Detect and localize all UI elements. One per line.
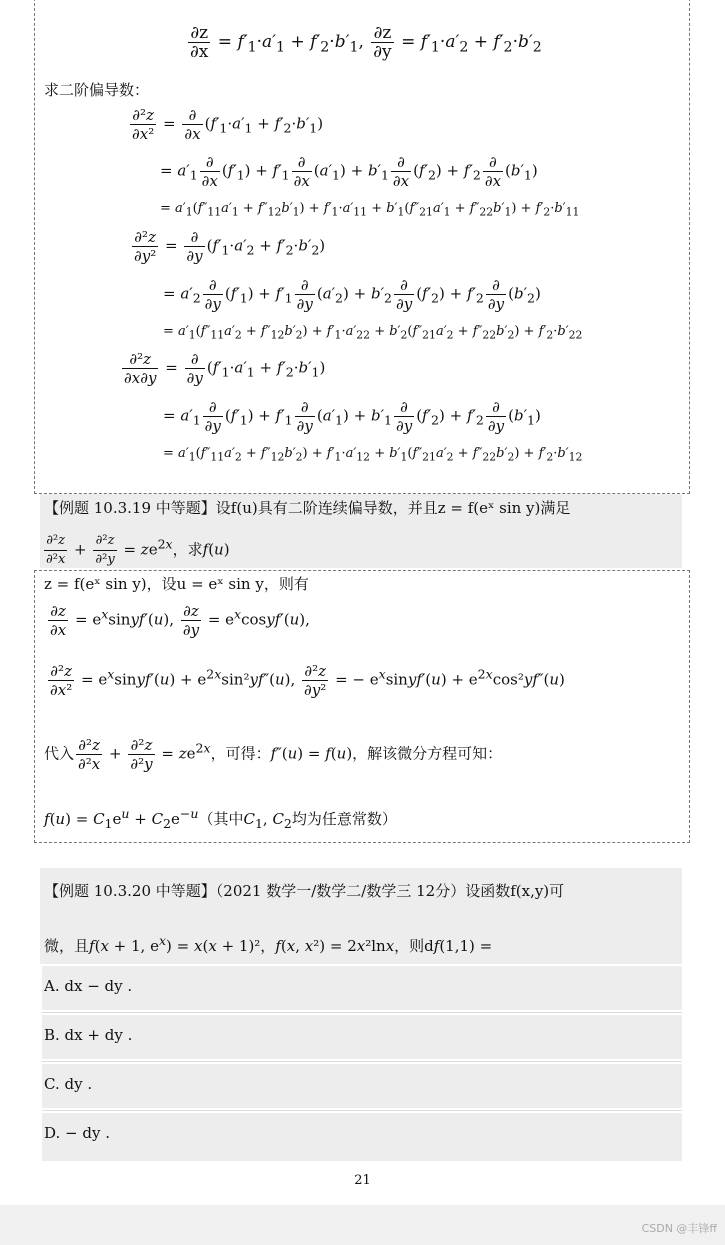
option-divider [42, 1110, 682, 1111]
option-divider [42, 1012, 682, 1013]
example-19-label: 【例题 10.3.19 中等题】 [44, 499, 216, 517]
option-c-text: C. dy . [44, 1075, 93, 1093]
option-a[interactable] [42, 966, 682, 1010]
solution-19-first-derivs: $\frac{\partial z}{\partial x}$ = $e^xsinyf'(u)$, $\frac{\partial z}{\partial y}$ = $e^xcosyf'(u)$, [50, 602, 310, 639]
option-b[interactable] [42, 1015, 682, 1059]
example-20-line2: 微，且f(x + 1, $e^x) = x(x + 1)^2$，f(x, x²) = 2x²lnx，则df(1,1) = [44, 933, 493, 955]
viewer-footer-bar [0, 1205, 725, 1245]
d2z-dxdy-definition: $\frac{\text{∂²z}}{\partial x\partial y}$ = $\frac{\partial}{\partial y}$ $(f'_1\cdot a'_1 + f'_2\cdot b'_1)$ [124, 350, 326, 387]
d2z-dxdy-result: = $a'_1(f''_{11}a'_2 + f''_{12}b'_2) + f'_1\cdot a'_{12} + b'_1(f''_{21}a'_2 + f''_{22}b'_2) + f'_2\cdot b'_{12}$ [163, 446, 583, 464]
d2z-dx2-step1: = $a'_1$ $\frac{\partial}{\partial x}$ $(f'_1) + f'_1$ $\frac{\partial}{\partial x}$ $(a'_1) + b'_1$ $\frac{\partial}{\partial x}$ $(f'_2) + f'_2$ $\frac{\partial}{\partial x}$ $(b'_1)$ [160, 153, 538, 190]
solution-19-substitute: 代入 $\frac{\text{∂²z}}{\text{∂²x}}$ + $\frac{\text{∂²z}}{\text{∂²y}}$ = $ze^{2x}$，可得：f″(u) = f(u)，解该微分方程可知： [44, 736, 503, 773]
option-d-text: D. − dy . [44, 1124, 110, 1142]
solution-19-answer: $f(u) = C_1e^u + C_2e^{-u}$（其中$C_1$, $C_2$均为任意常数） [44, 806, 397, 831]
d2z-dy2-step1: = $a'_2$ $\frac{\partial}{\partial y}$ $(f'_1) + f'_1$ $\frac{\partial}{\partial y}$ $(a'_2) + b'_2$ $\frac{\partial}{\partial y}$ $(f'_2) + f'_2$ $\frac{\partial}{\partial y}$ $(b'_2)$ [163, 276, 541, 313]
watermark: CSDN @丰锋ff [641, 1222, 717, 1235]
option-a-text: A. dx − dy . [44, 977, 133, 995]
example-20-stem-a: 设函数f(x,y)可 [465, 882, 565, 900]
example-19-label-line [44, 497, 570, 519]
page-number: 21 [354, 1173, 371, 1188]
example-20-label: 【例题 10.3.20 中等题】 [44, 882, 216, 900]
d2z-dx2-definition: $\frac{\text{∂²z}}{\text{∂x²}}$ = $\frac{\partial}{\partial x}$ $(f'_1\cdot a'_1 + f'_2\cdot b'_1)$ [132, 106, 324, 143]
example-19-condition: $\frac{\text{∂²z}}{\text{∂²x}}$ + $\frac{\text{∂²z}}{\text{∂²y}}$ = $ze^{2x}$，求f(u) [46, 533, 230, 567]
example-20-line1 [44, 880, 564, 902]
option-b-text: B. dx + dy . [44, 1026, 133, 1044]
example-20-source: （2021 数学一/数学二/数学三 12分） [215, 882, 466, 900]
example-19-statement: 设f(u)具有二阶连续偏导数，并且z = f(eˣ sin y)满足 [215, 499, 571, 517]
solution-19-second-derivs: $\frac{\text{∂²z}}{\text{∂x²}}$ = $e^xsinyf'(u) + e^{2x}\sin^2yf''(u)$, $\frac{\text{∂²z}}{\text{∂y²}}$ = − $e^xsinyf'(u) + e^{2x}\cos^2yf''(u)$ [50, 662, 565, 699]
d2z-dy2-result: = $a'_1(f''_{11}a'_2 + f''_{12}b'_2) + f'_1\cdot a'_{22} + b'_2(f''_{21}a'_2 + f''_{22}b'_2) + f'_2\cdot b'_{22}$ [163, 324, 583, 342]
first-derivatives: $\frac{\partial z}{\partial x}$ = $f'_1\cdot a'_1 + f'_2\cdot b'_1$, $\frac{\partial z}{\partial y}$ = $f'_1\cdot a'_2 + f'_2\cdot b'_2$ [190, 23, 542, 62]
solution-19-line1: z = f(eˣ sin y)，设u = eˣ sin y，则有 [44, 575, 309, 593]
d2z-dx2-result: = $a'_1(f''_{11}a'_1 + f''_{12}b'_1) + f'_1\cdot a'_{11} + b'_1(f''_{21}a'_1 + f''_{22}b'_1) + f'_2\cdot b'_{11}$ [160, 201, 580, 219]
second-order-heading: 求二阶偏导数： [44, 81, 150, 99]
d2z-dy2-definition: $\frac{\text{∂²z}}{\text{∂y²}}$ = $\frac{\partial}{\partial y}$ $(f'_1\cdot a'_2 + f'_2\cdot b'_2)$ [134, 228, 326, 265]
option-c[interactable] [42, 1064, 682, 1108]
option-d[interactable] [42, 1113, 682, 1161]
d2z-dxdy-step1: = $a'_1$ $\frac{\partial}{\partial y}$ $(f'_1) + f'_1$ $\frac{\partial}{\partial y}$ $(a'_1) + b'_1$ $\frac{\partial}{\partial y}$ $(f'_2) + f'_2$ $\frac{\partial}{\partial y}$ $(b'_1)$ [163, 398, 541, 435]
option-divider [42, 1061, 682, 1062]
